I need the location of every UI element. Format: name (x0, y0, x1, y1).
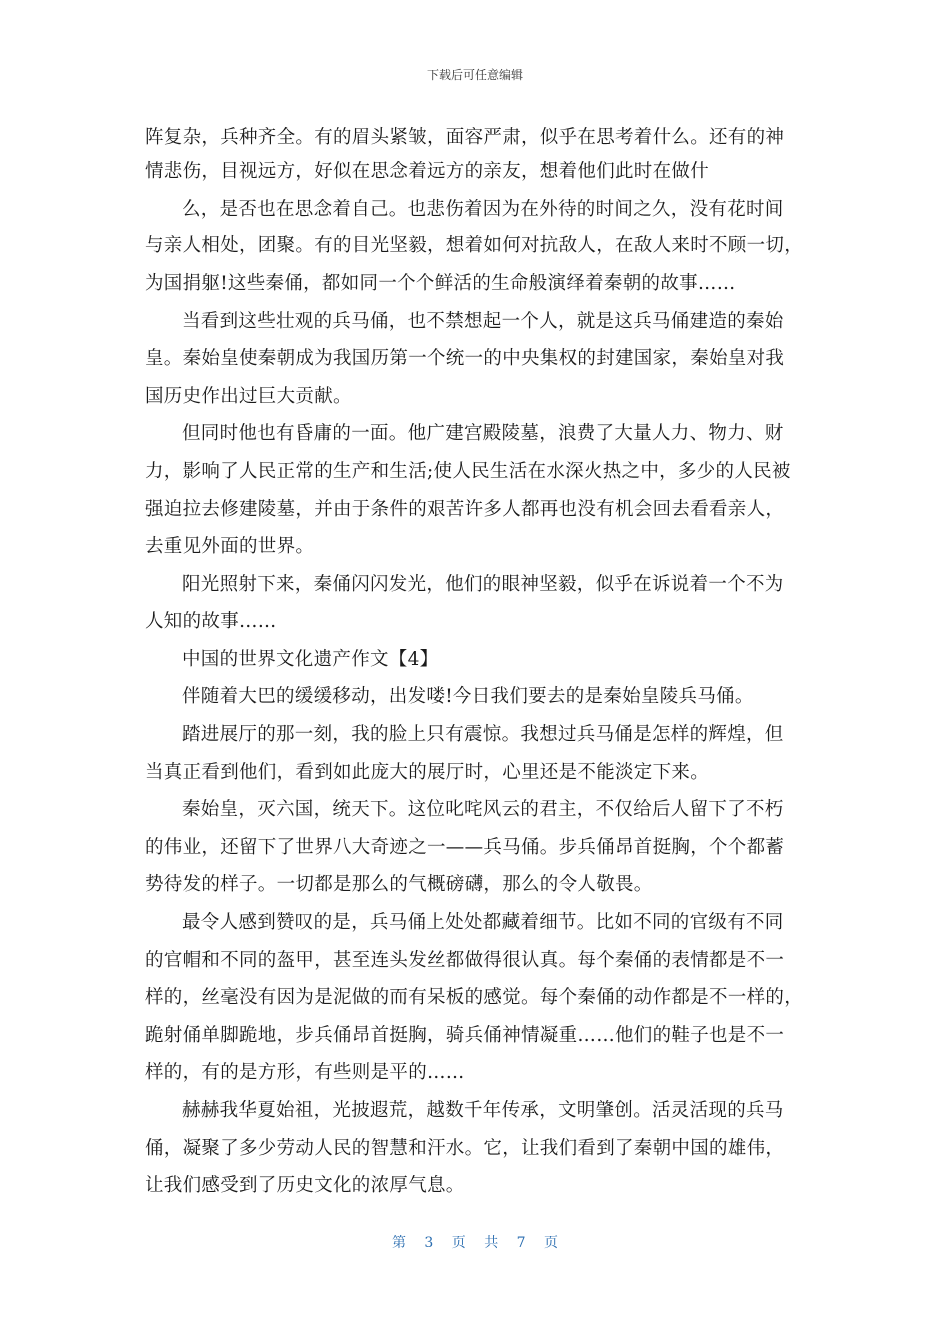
text-line: 皇。秦始皇使秦朝成为我国历第一个统一的中央集权的封建国家，秦始皇对我 (145, 348, 785, 369)
page-header: 下载后可任意编辑 (426, 68, 523, 82)
text-line: 国历史作出过巨大贡献。 (145, 386, 352, 407)
text-line: 去重见外面的世界。 (145, 536, 315, 557)
text-line: 当看到这些壮观的兵马俑，也不禁想起一个人，就是这兵马俑建造的秦始 (182, 311, 784, 332)
text-line: 阳光照射下来，秦俑闪闪发光，他们的眼神坚毅，似乎在诉说着一个不为 (182, 574, 784, 595)
text-line: 伴随着大巴的缓缓移动，出发喽!今日我们要去的是秦始皇陵兵马俑。 (182, 686, 754, 707)
text-line: 让我们感受到了历史文化的浓厚气息。 (145, 1175, 465, 1196)
text-line: 人知的故事…… (145, 611, 277, 632)
text-line: 跪射俑单脚跪地，步兵俑昂首挺胸，骑兵俑神情凝重……他们的鞋子也是不一 (145, 1025, 785, 1046)
text-line: 强迫拉去修建陵墓，并由于条件的艰苦许多人都再也没有机会回去看看亲人， (145, 499, 785, 520)
text-line: 阵复杂，兵种齐全。有的眉头紧皱，面容严肃，似乎在思考着什么。还有的神 (145, 127, 785, 148)
text-line: 俑，凝聚了多少劳动人民的智慧和汗水。它，让我们看到了秦朝中国的雄伟， (145, 1138, 785, 1159)
text-line: 么，是否也在思念着自己。也悲伤着因为在外待的时间之久，没有花时间 (182, 199, 784, 220)
text-line: 但同时他也有昏庸的一面。他广建宫殿陵墓，浪费了大量人力、物力、财 (182, 423, 784, 444)
text-line: 踏进展厅的那一刻，我的脸上只有震惊。我想过兵马俑是怎样的辉煌，但 (182, 724, 784, 745)
text-line: 势待发的样子。一切都是那么的气概磅礴，那么的令人敬畏。 (145, 874, 653, 895)
text-line: 的伟业，还留下了世界八大奇迹之一——兵马俑。步兵俑昂首挺胸，个个都蓄 (145, 837, 785, 858)
text-line: 的官帽和不同的盔甲，甚至连头发丝都做得很认真。每个秦俑的表情都是不一 (145, 950, 785, 971)
text-line: 为国捐躯!这些秦俑，都如同一个个鲜活的生命般演绎着秦朝的故事…… (145, 273, 736, 294)
text-line: 与亲人相处，团聚。有的目光坚毅，想着如何对抗敌人，在敌人来时不顾一切， (145, 235, 804, 256)
text-line: 样的，丝毫没有因为是泥做的而有呆板的感觉。每个秦俑的动作都是不一样的， (145, 987, 804, 1008)
text-line: 情悲伤，目视远方，好似在思念着远方的亲友，想着他们此时在做什 (145, 161, 710, 182)
text-line: 赫赫我华夏始祖，光披遐荒，越数千年传承，文明肇创。活灵活现的兵马 (182, 1100, 784, 1121)
text-line: 秦始皇，灭六国，统天下。这位叱咤风云的君主，不仅给后人留下了不朽 (182, 799, 784, 820)
text-line: 力，影响了人民正常的生产和生活;使人民生活在水深火热之中，多少的人民被 (145, 461, 791, 482)
section-heading: 中国的世界文化遗产作文【4】 (182, 649, 439, 670)
page-number-footer: 第 3 页 共 7 页 (391, 1235, 559, 1251)
text-line: 最令人感到赞叹的是，兵马俑上处处都藏着细节。比如不同的官级有不同 (182, 912, 784, 933)
text-line: 样的，有的是方形，有些则是平的…… (145, 1062, 465, 1083)
text-line: 当真正看到他们，看到如此庞大的展厅时，心里还是不能淡定下来。 (145, 762, 710, 783)
